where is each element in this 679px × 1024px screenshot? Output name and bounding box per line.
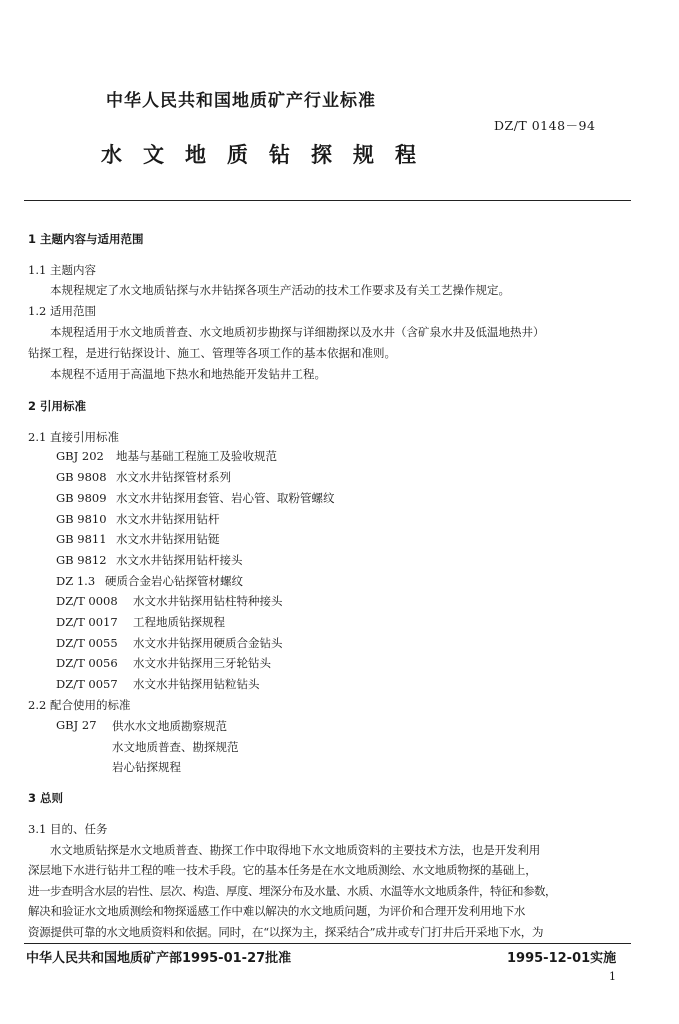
reference-item — [56, 511, 220, 527]
reference-name: 水文水井钻探用钻杆 — [116, 512, 220, 526]
header-divider — [24, 200, 631, 201]
reference-item — [56, 635, 283, 651]
reference-name: 水文水井钻探用钻柱特种接头 — [133, 594, 283, 608]
reference-name: 水文水井钻探用三牙轮钻头 — [133, 656, 271, 670]
section-3-1-line: 解决和验证水文地质测绘和物探遥感工作中难以解决的水文地质问题，为评价和合理开发利用地下水 — [28, 904, 526, 918]
section-3-1-heading: 3.1 目的、任务 — [28, 822, 108, 836]
section-1-1-heading: 1.1 主题内容 — [28, 263, 96, 277]
section-2-1-heading: 2.1 直接引用标准 — [28, 430, 119, 444]
reference-item — [56, 552, 243, 568]
reference-name: 水文水井钻探用钻铤 — [116, 532, 220, 546]
reference-item — [56, 469, 231, 485]
reference-name: 水文水井钻探用钻杆接头 — [116, 553, 243, 567]
reference-code: GBJ 202 — [56, 449, 104, 463]
reference-name: 工程地质钻探规程 — [133, 615, 225, 629]
section-2-heading: 2 引用标准 — [28, 399, 87, 413]
companion-standard-item: 水文地质普查、勘探规范 — [112, 740, 239, 754]
standard-code: DZ/T 0148－94 — [494, 118, 596, 133]
reference-code: DZ/T 0057 — [56, 677, 118, 691]
page-number: 1 — [609, 970, 616, 983]
companion-standard-item: 供水水文地质勘察规范 — [112, 719, 227, 733]
reference-code: GB 9810 — [56, 512, 107, 526]
section-1-2-heading: 1.2 适用范围 — [28, 304, 96, 318]
reference-item — [56, 676, 260, 692]
reference-code: GB 9812 — [56, 553, 107, 567]
section-1-2-line-3: 本规程不适用于高温地下热水和地热能开发钻井工程。 — [50, 367, 326, 381]
approval-line: 中华人民共和国地质矿产部1995-01-27批准 — [26, 951, 292, 966]
reference-item — [56, 655, 271, 671]
reference-name: 水文水井钻探管材系列 — [116, 470, 231, 484]
reference-code: GB 9809 — [56, 491, 107, 505]
section-3-1-line: 资源提供可靠的水文地质资料和依据。同时，在“以探为主，探采结合”成井或专门打井后开采地下水，为 — [28, 925, 544, 939]
reference-code: GBJ 27 — [56, 718, 97, 732]
section-1-1-text: 本规程规定了水文地质钻探与水井钻探各项生产活动的技术工作要求及有关工艺操作规定。 — [50, 283, 510, 297]
reference-name: 水文水井钻探用套管、岩心管、取粉管螺纹 — [116, 491, 335, 505]
reference-item — [56, 573, 243, 589]
reference-code: DZ/T 0056 — [56, 656, 118, 670]
reference-code: DZ 1.3 — [56, 574, 96, 588]
reference-name: 水文水井钻探用硬质合金钻头 — [133, 636, 283, 650]
section-1-2-line-1: 本规程适用于水文地质普查、水文地质初步勘探与详细勘探以及水井（含矿泉水井及低温地热井） — [50, 325, 545, 339]
reference-code: DZ/T 0055 — [56, 636, 118, 650]
reference-name: 水文水井钻探用钻粒钻头 — [133, 677, 260, 691]
section-1-heading: 1 主题内容与适用范围 — [28, 232, 144, 246]
reference-name: 地基与基础工程施工及验收规范 — [116, 449, 277, 463]
reference-item — [56, 490, 335, 506]
section-3-1-line: 深层地下水进行钻井工程的唯一技术手段。它的基本任务是在水文地质测绘、水文地质物探的基础上， — [28, 863, 537, 877]
reference-item — [56, 593, 283, 609]
footer-divider — [24, 943, 631, 944]
reference-item — [56, 531, 220, 547]
reference-item — [56, 448, 277, 464]
section-2-2-heading: 2.2 配合使用的标准 — [28, 698, 131, 712]
companion-standard-item: 岩心钻探规程 — [112, 760, 181, 774]
implementation-date: 1995-12-01实施 — [507, 951, 617, 966]
reference-code: GB 9808 — [56, 470, 107, 484]
document-title: 水文地质钻探规程 — [101, 143, 437, 167]
reference-name: 硬质合金岩心钻探管材螺纹 — [105, 574, 243, 588]
reference-code: GB 9811 — [56, 532, 107, 546]
reference-item — [56, 614, 225, 630]
section-3-heading: 3 总则 — [28, 791, 64, 805]
reference-code: DZ/T 0008 — [56, 594, 118, 608]
section-1-2-line-2: 钻探工程，是进行钻探设计、施工、管理等各项工作的基本依据和准则。 — [28, 346, 396, 360]
section-3-1-line: 进一步查明含水层的岩性、层次、构造、厚度、埋深分布及水量、水质、水温等水文地质条件，特征和参数， — [28, 884, 556, 898]
reference-code: DZ/T 0017 — [56, 615, 118, 629]
section-3-1-line: 水文地质钻探是水文地质普查、勘探工作中取得地下水文地质资料的主要技术方法，也是开发利用 — [50, 843, 541, 857]
standard-title: 中华人民共和国地质矿产行业标准 — [106, 91, 376, 111]
